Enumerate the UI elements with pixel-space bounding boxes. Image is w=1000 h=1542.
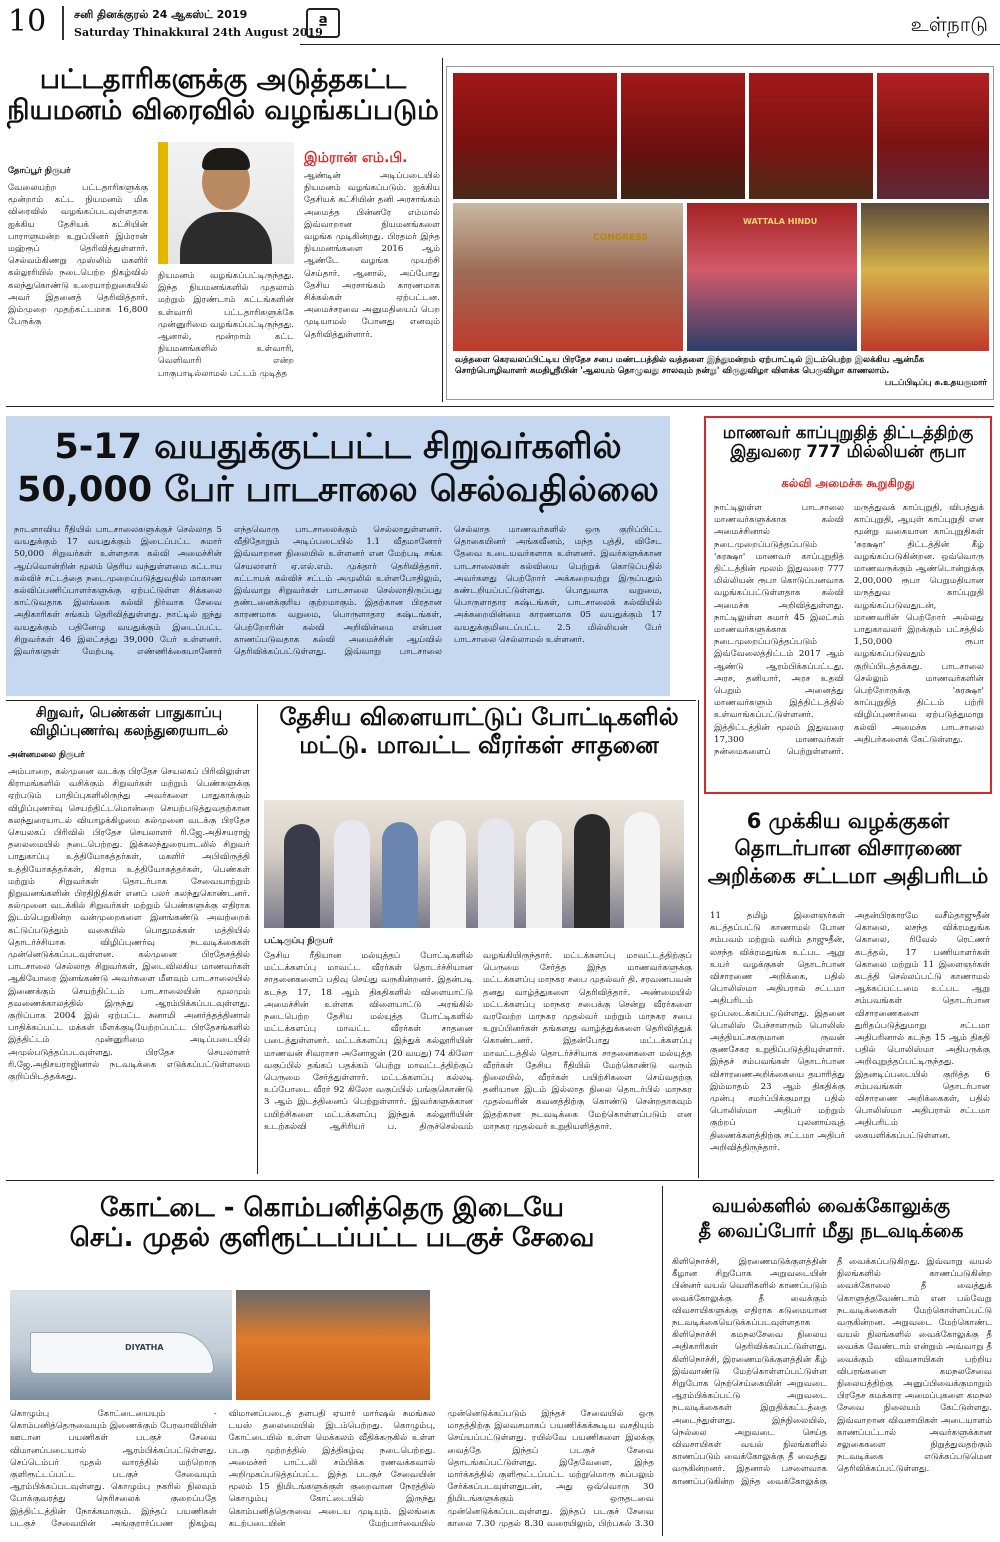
photo-award-middle — [687, 203, 857, 351]
story-headline — [6, 1194, 658, 1254]
subheadline: கல்வி அமைச்சு கூறுகிறது — [781, 476, 915, 490]
headline-line: தொடர்பான விசாரணை — [734, 836, 962, 861]
horizontal-rule — [6, 700, 696, 701]
vertical-rule — [662, 1186, 663, 1536]
group-photo — [264, 800, 684, 928]
headline-line: 6 முக்கிய வழக்குகள் — [746, 809, 950, 833]
headline-line: அறிக்கை சட்டமா அதிபரிடம் — [707, 863, 989, 888]
headline-line: பட்டதாரிகளுக்கு அடுத்தகட்ட — [39, 64, 407, 95]
photo-speaker-2 — [621, 73, 745, 199]
headline-line: விழிப்புணர்வு கலந்துரையாடல் — [29, 723, 229, 740]
story-children-out-of-school — [6, 416, 670, 696]
section-name: உள்நாடு — [910, 12, 988, 36]
date-tamil: சனி தினக்குரல் 24 ஆகஸ்ட் 2019 — [74, 8, 248, 21]
story-headline — [668, 1194, 994, 1243]
story-child-protection — [6, 704, 252, 1174]
headline-line: தீ வைப்போர் மீது நடவடிக்கை — [698, 1219, 964, 1242]
person-figure — [526, 820, 562, 928]
headline-line: இதுவரை 777 மில்லியன் ரூபா — [730, 441, 966, 461]
headline-line: மட்டு. மாவட்ட வீரர்கள் சாதனை — [299, 730, 659, 759]
person-shoulders — [180, 212, 272, 264]
photo-credit: படப்பிடிப்பு சு.உதயகுமார் — [884, 377, 987, 388]
article-column: ஆண்டின் அடிப்படையில் நியமனம் வழங்கப்படும். ஐக்கிய தேசியக் கட்சியின் தனி அரசாங்கம் அமைத்த பின்னரே எம்மால் இவ்வாறான நியமனங்களை வழங்க முடிகின்றது. பிரதமர் இந்த நியமனங்களை 2016 ஆம் ஆண்டே வழங்க முயற்சி செய்தார். ஆனால், அப்போது தேசிய அரசாங்கம் காரணமாக சிக்கல்கள் ஏற்பட்டன. அமைச்சரவை அனுமதியைப் பெற முடியாமல் போனது எனவும் தெரிவித்துள்ளார். — [304, 171, 440, 340]
story-headline — [6, 64, 440, 126]
boat-hull — [30, 1332, 214, 1374]
article-body: கொழும்பு கோட்டையையும் - கொம்பனித்தெருவையும் இணைக்கும் பேரவாவியின் ஊடான பயணிகள் படகுச் சேவை விமானப்படையால் ஆரம்பிக்கப்பட்டுள்ளது. செப்டெம்பர் முதல் வாரத்தில் மற்றொரு குளிரூட்டப்பட்ட படகுச் சேவையும் ஆரம்பிக்கப்படவுள்ளது. கொழும்பு நகரில் நிலவும் போக்குவரத்து நெரிசலைக் குறைப்பதே இத்திட்டத்தின் நோக்கமாகும். இந்தப் பயணிகள் படகுச் சேவையின் அங்குரார்ப்பண நிகழ்வு விமானப்படைத் தளபதி ஏயார் மார்ஷல் சுமங்கல டயஸ் தலைமையில் இடம்பெற்றது. கொழும்பு, கோட்டையில் உள்ள மெக்கலம் வீதிக்கருகில் உள்ள படகு முற்றத்தில் இத்திகழ்வு நடைபெற்றது. அமைச்சர் பாட்டலி சம்பிக்க ரணவக்கவால் அறிமுகப்படுத்தப்பட்ட இந்த படகுச் சேவையின் மூலம் 15 நிமிடங்களுக்குள் குறைவான நேரத்தில் கொழும்பு கோட்டையில் இருந்து கொம்பனித்தெருவை அடைய முடியும். இலங்கை கடற்படையின் மேற்பார்வையில் முன்னெடுக்கப்படும் இந்தச் சேவையில் ஒரு மாதத்திற்கு இலவசமாகப் பயணிக்கக்கூடிய வசதியும் செய்யப்பட்டுள்ளது. ரயில்வே பயணிகளை இலக்கு வைத்தே இந்தப் படகுச் சேவை தொடங்கப்பட்டுள்ளது. இதேவேளை, இந்த மார்க்கத்தில் குளிரூட்டப்பட்ட மற்றுமொரு கப்பலும் சேர்க்கப்படவுள்ளதுடன், அது ஒவ்வொரு 30 நிமிடங்களுக்கும் ஒருதடவை முன்னெடுக்கப்படவுள்ளது. இந்தப் படகுச் சேவை காலை 7.30 முதல் 8.30 வரையிலும், பிற்பகல் 3.30 — [10, 1409, 654, 1529]
byline: தோப்பூர் நிருபர் — [8, 166, 71, 176]
portrait-photo — [158, 142, 294, 264]
headline-line: தேசிய விளையாட்டுப் போட்டிகளில் — [279, 703, 679, 731]
article-body: நாடளாவிய ரீதியில் பாடசாலைகளுக்குச் செல்லாத 5 வயதுக்கும் 17 வயதுக்கும் இடைப்பட்ட சுமார் 50,000 சிறுவர்கள் உள்ளதாக கல்வி அமைச்சின் ஆய்வொன்றின் மூலம் தெரிய வந்துள்ளமை கட்டாய கல்விச் சட்டத்தை நடைமுறைப்படுத்துவதில் மாகாண கல்விப்பணிப்பாளர்களுக்கு ஏற்பட்டுள்ள சிக்கலை காட்டுவதாக இலங்கை கல்வி நிர்வாக சேவை அதிகாரிகள் சங்கம் தெரிவித்துள்ளது. நாட்டில் ஐந்து வயதுக்கும் பதினேழு வயதுக்கும் இடைப்பட்ட சிறுவர்கள் 46 இலட்சத்து 39,000 பேர் உள்ளனர். இவர்களுள் மேற்படி எண்ணிக்கையானோர் எந்தவொரு பாடசாலைக்கும் செல்லாதுள்ளனர். வீதிதோறும் அடிப்படையில் 1.1 வீதமானோர் இவ்வாறான நிலையில் உள்ளனர் என மேற்படி சங்க செயலாளர் ஏ.எல்.எம். முக்தார் தெரிவித்தார். கட்டாயக் கல்விச் சட்டம் அமுலில் உள்ளபோதிலும், இவ்வாறு சிறுவர்கள் பாடசாலை செல்லாதிருப்பது தண்டனைக்குரிய குற்றமாகும். இதற்கான பிரதான காரணமாக வறுமை, பொருளாதார கஷ்டங்கள், பெற்றோரின் கல்வி அறிவின்மை என்பன காணப்படுவதாக கல்வி அமைச்சின் ஆய்வில் தெரிவிக்கப்பட்டுள்ளது. இவ்வாறு பாடசாலை செல்லாத மாணவர்களில் ஒரு குறிப்பிட்ட தொகையினர் அங்கவீனம், மந்த புத்தி, விசேட தேவை உடையவர்களாக உள்ளனர். இவர்களுக்கான பாடசாலைகள் கல்வியை பெற்றுக் கொடுப்பதில் அவர்களது பெற்றோர் அக்கறையற்று இருப்பதும் கண்டறியப்பட்டுள்ளது. பொதுவாக வறுமை, பொருளாதார கஷ்டங்கள், பாடசாலைக் கல்வியில் அக்கறையின்மை காரணமாக 05 வயதுக்கும் 17 வயதுக்குமிடைப்பட்ட 2.5 மில்லியன் பேர் பாடசாலை செல்லாமல் உள்ளனர். — [14, 525, 662, 658]
person-figure — [334, 820, 370, 928]
story-headline — [6, 426, 670, 511]
story-boat-service — [6, 1186, 658, 1536]
photo-speaker-1 — [453, 73, 617, 199]
article-body: தேசிய ரீதியான மல்யுத்தப் போட்டிகளில் மட்டக்களப்பு மாவட்ட வீரர்கள் தொடர்ச்சியான சாதனைகளைப் பதிவு செய்து வருகின்றனர். இதன்படி கடந்த 17, 18 ஆம் திகதிகளில் விளையாட்டு அமைச்சின் உள்ளக விளையாட்டு அரங்கில் நடைபெற்ற தேசிய மல்யுத்த போட்டிகளில் மட்டக்களப்பு மாவட்ட வீரர்கள் சாதனை படைத்துள்ளனர். மட்டக்களப்பு இந்துக் கல்லூரியின் மாணவன் சிவராசா அனோஜன் (20 வயது) 74 கிலோ வகுப்பில் தங்கப் பதக்கம் பெற்று மாவட்டத்திற்குப் பெருமை சேர்த்துள்ளார். மட்டக்களப்பு கல்லடி உப்போடை வீரர் 92 கிலோ வகுப்பில் பங்குகொண்டு 3 ஆம் இடத்தினைப் பெற்றுள்ளார். இவர்களுக்கான பயிற்சிகளை மட்டக்களப்பு இந்துக் கல்லூரியின் உடற்கல்வி ஆசிரியர் ப. திருச்செல்வம் வழங்கியிருந்தார். மட்டக்களப்பு மாவட்டத்திற்குப் பெருமை சேர்த்த இந்த மாணவர்களுக்கு மட்டக்களப்பு மாநகர சபை முதல்வர் தி. சரவணபவன் தனது வாழ்த்துகளை தெரிவித்தார். அண்மையில் மட்டக்களப்பு மாநகர சபைக்கு சென்று வீரர்களை வரவேற்ற மாநகர முதல்வர் மற்றும் மாநகர சபை உறுப்பினர்கள் தங்களது வாழ்த்துக்களை தெரிவித்துக் கொண்டனர். இதன்போது மட்டக்களப்பு மாவட்டத்தில் தொடர்ச்சியாக சாதனைகளை மல்யுத்த வீரர்கள் தேசிய ரீதியில் மேற்கொண்டு வரும் நிலையில், வீரர்கள் பயிற்சிகளை செய்வதற்கு தனியான இடம் இல்லாத நிலை தொடர்பில் மாநகர முதல்வரின் கவனத்திற்கு கொண்டு சென்றதாகவும் இதற்கான நடவடிக்கை மேற்கொள்ளப்படும் என மாநகர முதல்வர் உறுதியளித்தார். — [264, 951, 692, 1132]
photo-dancer — [861, 203, 989, 351]
story-wrestling — [262, 704, 696, 1174]
vertical-rule — [442, 58, 443, 402]
date-english: Saturday Thinakkural 24th August 2019 — [74, 26, 323, 39]
story-headline — [6, 704, 252, 740]
article-body: அம்பாறை, கல்முனை வடக்கு பிரதேச செயலகப் பிரிவிலுள்ள கிராமங்களில் வசிக்கும் சிறுவர்கள் மற்றும் பெண்களுக்கு ஏற்படும் பாதிப்புகளிலிருந்து அவர்களை பாதுகாக்கும் விழிப்புணர்வு செயற்திட்டமொன்றை செயற்படுத்துவதற்கான கலந்துரையாடல் வியாழக்கிழமை கல்முனை வடக்கு பிரதேச செயலகப் பிரிவில் பிரதேச செயலாளர் ரி.ஜே.அதிசயராஜ் தலைமையில் நடைபெற்றது. இக்கலந்துரையாடலில் சிறுவர் பாதுகாப்பு உத்தியோகத்தர்கள், மகளிர் அபிவிருத்தி உத்தியோகத்தர்கள், கிராம உத்தியோகத்தர்கள், பெண்கள் மற்றும் சிறுவர்கள் தொடர்பாக சேவையாற்றும் நிறுவனங்களின் பிரதிநிதிகள் எனப் பலர் கலந்துகொண்டனர். கல்முனை வடக்கில் சிறுவர்கள் மற்றும் பெண்களுக்கு எதிராக இடம்பெறுகின்ற வன்முறைகளை இனங்கண்டு அவற்றைக் கட்டுப்படுத்தும் வகையில் பொதுமக்கள் மத்தியில் தொடர்ச்சியாக விழிப்புணர்வு நடவடிக்கைகள் முன்னெடுக்கப்படவுள்ளன. கல்முனை பிரதேசத்தில் பாடசாலை செல்லாத சிறுவர்கள், இடைவிலகிய மாணவர்கள் ஆகியோரை இனங்கண்டு அவர்களை மீளவும் பாடசாலையில் இணைக்கும் செயற்திட்டம் பாடசாலையின் மூலமும் தவணைக்காலத்தில் இருந்து ஆரம்பிக்கப்படவுள்ளது. குறிப்பாக 2004 இல் ஏற்பட்ட சுனாமி அனர்த்தத்தினால் பாதிக்கப்பட்ட மக்கள் மீளக்குடியேற்றப்பட்ட பிரதேசங்களில் இத்திட்டம் முன்னுரிமை அடிப்படையில் அமுல்படுத்தப்படவுள்ளது. பிரதேச செயலாளர் ரி.ஜே.அதிசயராஜினால் நடவடிக்கை எடுக்கப்பட்டுள்ளமை குறிப்பிடத்தக்கது. — [8, 767, 250, 1083]
boat-label: DIYATHA — [125, 1343, 164, 1352]
headline-line: கோட்டை - கொம்பனித்தெரு இடையே — [100, 1193, 564, 1223]
speaker-name: இம்ரான் எம்.பி. — [304, 150, 408, 166]
headline-line: நியமனம் விரைவில் வழங்கப்படும் — [7, 95, 439, 127]
story-straw-burning — [668, 1186, 994, 1536]
byline: பட்டிருப்பு நிருபர் — [264, 936, 334, 946]
person-figure — [430, 820, 466, 928]
banner-text: CONGRESS — [593, 233, 648, 243]
headline-line: செப். முதல் குளிரூட்டப்பட்ட படகுச் சேவை — [69, 1222, 595, 1253]
article-column: நியமனம் வழங்கப்பட்டிருந்தது. இந்த நியமனங்களில் முதலாம் மற்றும் இரண்டாம் கட்டங்களின் உள்வாரி பட்டதாரிகளுக்கே முன்னுரிமை வழங்கப்பட்டிருந்தது. ஆனால், மூன்றாம் கட்ட நியமனங்களில் உள்வாரி, வெளிவாரி என்ற பாகுபாடில்லாமல் பட்டம் முடித்த — [158, 271, 294, 379]
caption-text: வத்தளை கெரவலப்பிட்டிய பிரதேச சபை மண்டபத்தில் வத்தளை இந்துமன்றம் ஏற்பாட்டில் இடம்பெற்ற இலக்கிய ஆன்மீக சொற்பொழிவாளர் சுமதிஸ்ரீயின் 'ஆலயம் தொழுவது சாலவும் நன்று' விருதுவிழா விளக்க பெருவிழா காணலாம். — [455, 355, 925, 377]
photo-speaker-4 — [877, 73, 989, 199]
person-figure — [624, 812, 660, 928]
boat-photo — [10, 1290, 232, 1400]
masthead-rule — [300, 44, 1000, 45]
person-figure — [478, 818, 514, 928]
banner-text: WATTALA HINDU — [743, 217, 818, 226]
headline-line: 5-17 வயதுக்குட்பட்ட சிறுவர்களில் — [54, 427, 622, 467]
masthead-divider — [62, 6, 64, 40]
person-figure — [382, 822, 418, 928]
story-headline — [704, 808, 992, 890]
masthead — [0, 0, 1000, 46]
photo-award-left — [453, 203, 683, 351]
story-graduate-appointments — [6, 58, 440, 384]
story-student-insurance — [704, 416, 992, 794]
logo-icon: ª — [306, 8, 340, 38]
photo-caption — [455, 355, 987, 389]
photo-collage-wattala — [446, 66, 994, 400]
vertical-rule — [257, 704, 258, 1174]
headline-line: வயல்களில் வைக்கோலுக்கு — [711, 1195, 951, 1217]
person-figure — [284, 824, 320, 928]
page-number: 10 — [8, 4, 47, 39]
story-headline — [706, 424, 990, 462]
article-body: நாட்டிலுள்ள பாடசாலை மாணவர்களுக்காக கல்வி அமைச்சினால் நடைமுறைப்படுத்தப்படும் 'சுரக்ஷா' மாணவர் காப்புறுதித் திட்டத்தின் மூலம் இதுவரை 777 மில்லியன் ரூபா கொடுப்பனவாக வழங்கப்பட்டுள்ளதாக கல்வி அமைச்சு அறிவித்துள்ளது. நாட்டிலுள்ள சுமார் 45 இலட்சம் மாணவர்களுக்காக நடைமுறைப்படுத்தப்படும் இவ்வேலைத்திட்டம் 2017 ஆம் ஆண்டு ஆரம்பிக்கப்பட்டது. அரச, தனியார், அரச உதவி பெறும் அனைத்து மாணவர்களும் இத்திட்டத்தில் உள்வாங்கப்பட்டுள்ளனர். இத்திட்டத்தின் மூலம் இதுவரை 17,300 மாணவர்கள் நன்மைகளைப் பெற்றுள்ளனர். மருத்துவக் காப்புறுதி, விபத்துக் காப்புறுதி, ஆயுள் காப்புறுதி என மூன்று வகையான காப்புறுதிகள் 'சுரக்ஷா' திட்டத்தின் கீழ் வழங்கப்படுகின்றன. ஒவ்வொரு மாணவருக்கும் ஆண்டொன்றுக்கு 2,00,000 ரூபா பெறுமதியான மருத்துவ காப்புறுதி வழங்கப்படுவதுடன், மாணவரின் பெற்றோர் அல்லது பாதுகாவலர் இறக்கும் பட்சத்தில் 1,50,000 ரூபா வழங்கப்படுவதும் குறிப்பிடத்தக்கது. பாடசாலை செல்லும் மாணவர்களின் பெற்றோருக்கு 'சுரக்ஷா' காப்புறுதித் திட்டம் பற்றி விழிப்புணர்வை ஏற்படுத்துமாறு கல்வி அமைச்சு பாடசாலை அதிபர்களைக் கேட்டுள்ளது. — [714, 503, 984, 758]
horizontal-rule — [6, 1180, 994, 1181]
article-column: வேலையற்ற பட்டதாரிகளுக்கு மூன்றாம் கட்ட நியமனம் மிக விரைவில் வழங்கப்படவுள்ளதாக ஐக்கிய தேசியக் கட்சியின் பாராளுமன்ற உறுப்பினர் இம்ரான் மஹ்ரூப் தெரிவித்துள்ளார். செல்வம்கிணறு முஸ்லிம் மகளிர் கல்லூரியில் நடைபெற்ற நிகழ்வில் கலந்துகொண்டு உரையாற்றுகையில் அவர் இதனைத் தெரிவித்தார். இம்முறை முதற்கட்டமாக 16,800 பேருக்கு — [8, 183, 148, 328]
photo-speaker-3 — [749, 73, 873, 199]
story-investigation-report — [704, 802, 992, 1174]
flag-stripe — [158, 142, 168, 264]
vertical-rule — [698, 700, 699, 1178]
person-hair — [202, 148, 250, 170]
person-figure — [574, 814, 610, 928]
headline-line: மாணவர் காப்புறுதித் திட்டத்திற்கு — [722, 423, 974, 442]
headline-line: சிறுவர், பெண்கள் பாதுகாப்பு — [35, 705, 223, 721]
horizontal-rule — [6, 406, 994, 407]
article-body: கிளிநொச்சி, இரணைமடுக்குளத்தின் கீழான சிறுபோக அறுவடையின் பின்னர் வயல் வெளிகளில் காணப்படும் வைக்கோலுக்கு தீ வைக்கும் விவசாயிகளுக்கு எதிராக கடுமையான நடவடிக்கையெடுக்கப்படவுள்ளதாக கிளிநொச்சி கமநலசேவை நிலைய அதிகாரிகள் தெரிவிக்கப்பட்டுள்ளது. கிளிநொச்சி, இரணைமடுக்குளத்தின் கீழ் இவ்வாண்டு மேற்கொள்ளப்பட்டுள்ள சிறுபோக நெற்செய்கையின் அறுவடை ஆரம்பிக்கப்பட்டு அறுவடை நடவடிக்கைகள் இறுதிக்கட்டத்தை அடைந்துள்ளது. இந்நிலையில், நெல்லை அறுவடை செய்த விவசாயிகள் வயல் நிலங்களில் காணப்படும் வைக்கோலுக்கு தீ வைத்து வருகின்றனர். இதனால் பசளைவாக காணப்படுகின்ற இந்த வைக்கோலுக்கு தீ வைக்கப்படுகிறது. இவ்வாறு வயல் நிலங்களில் காணப்படுகின்ற வைக்கோலை தீ வைத்துக் கொளுத்தவேண்டாம் என பல்வேறு நடவடிக்கைகள் மேற்கொள்ளப்பட்டு வருகின்றன. அறுவடை மேற்கொண்ட வயல் நிலங்களில் வைக்கோலுக்கு தீ வைக்க வேண்டாம் என்றும் அவ்வாறு தீ வைக்கும் விவசாயிகள் பற்றிய விபரங்களை கமநலசேவை நிலையத்திற்கு அனுப்பிவைக்குமாறும் பிரதேச கமக்கார அமைப்புகளை கமநல சேவை நிலையம் கேட்டுள்ளது. இவ்வாறான விவசாயிகள் அடையாளம் காணப்பட்டால் அவர்களுக்கான சலுகைகளை நிறுத்துவதற்கும் நடவடிக்கை எடுக்கப்படுமென தெரிவிக்கப்பட்டுள்ளது. — [672, 1257, 992, 1487]
headline-line: 50,000 பேர் பாடசாலை செல்வதில்லை — [17, 469, 659, 510]
passengers-photo — [236, 1290, 430, 1400]
story-headline — [262, 704, 696, 759]
byline: அன்னமலை நிருபர் — [8, 750, 85, 760]
article-body: 11 தமிழ் இளைஞர்கள் கடத்தப்பட்டு காணாமல் போன சம்பவம் மற்றும் வசிம் தாஜுதீன், லசந்த விக்ரமதுங்க உட்பட ஆறு உயர் வழக்குகள் தொடர்பான விசாரணை அறிக்கை, பதில் பொலிஸ்மா அதிபரால் சட்டமா அதிபரிடம் ஒப்படைக்கப்பட்டுள்ளது. இதனை பொலிஸ் பேச்சாளரும் பொலிஸ் அத்தியட்சகருமான ருவன் குணசேகர உறுதிப்படுத்தியுள்ளார். இந்தச் சம்பவங்கள் தொடர்பான விசாரணைஅறிக்கையை தயாரித்து இம்மாதம் 23 ஆம் திகதிக்கு முன்பு சமர்ப்பிக்குமாறு பதில் பொலிஸ்மா அதிபர் மற்றும் குற்றப் புலனாய்வுத் திணைக்களத்திற்கு சட்டமா அதிபர் அறிவித்திருந்தார். அதன்பிரகாரமே வசீம்தாஜுதீன் கொலை, லசந்த விக்ரமதுங்க கொலை, ரிவேல் ரெட்ணர் கடத்தல், 17 பணியாளர்கள் கொலை மற்றும் 11 இளைஞர்கள் கடத்தி செல்லப்பட்டு காணாமல் ஆக்கப்பட்டமை உட்பட ஆறு சம்பவங்கள் தொடர்பான விசாரணைகளை துரிதப்படுத்துமாறு சட்டமா அதிபரினால் கடந்த 15 ஆம் திகதி பதில் பொலிஸ்மா அதிபருக்கு அறிவுறுத்தப்பட்டிருந்தது. இதனடிப்படையில் குறித்த 6 சம்பவங்கள் தொடர்பான விசாரணை அறிக்கைகள், பதில் பொலிஸ்மா அதிபரால் சட்டமா அதிபரிடம் கையளிக்கப்பட்டுள்ளன. — [710, 911, 990, 1153]
